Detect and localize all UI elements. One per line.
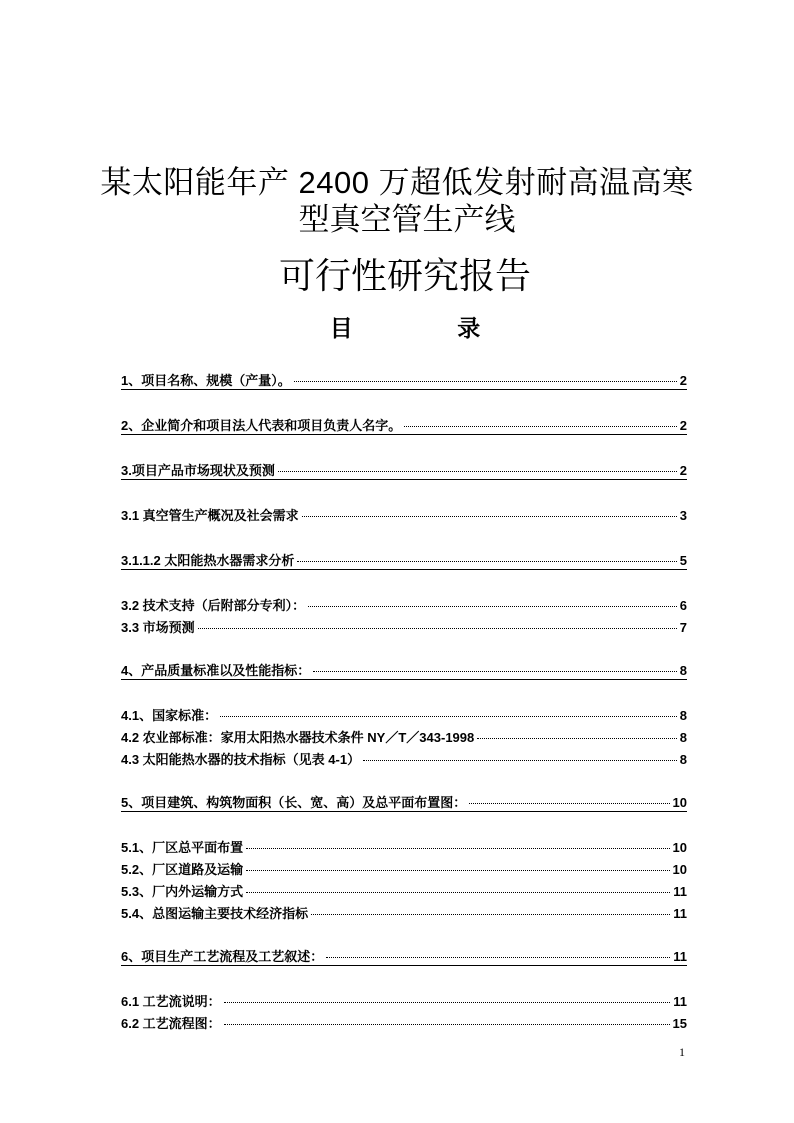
toc-entry-label: 3.3 市场预测 <box>121 620 195 635</box>
toc-entry-page: 10 <box>672 862 687 877</box>
toc-entry-label: 5.1、厂区总平面布置 <box>121 840 244 855</box>
toc-entry-label: 5.2、厂区道路及运输 <box>121 862 244 877</box>
toc-heading-right: 录 <box>457 315 481 341</box>
toc-entry-page: 8 <box>679 730 687 745</box>
toc-entry[interactable] <box>121 794 687 812</box>
toc-entry-label: 1、项目名称、规模（产量）。 <box>121 373 291 388</box>
toc-entry[interactable] <box>121 372 687 390</box>
toc-entry-page: 11 <box>673 949 687 964</box>
toc-heading <box>0 314 794 342</box>
toc-entry[interactable] <box>121 729 687 747</box>
toc-dot-leader <box>404 426 677 427</box>
toc-dot-leader <box>224 1024 670 1025</box>
toc-dot-leader <box>297 561 676 562</box>
toc-dot-leader <box>246 892 670 893</box>
toc-entry[interactable] <box>121 507 687 525</box>
toc-entry[interactable] <box>121 861 687 879</box>
toc-entry[interactable] <box>121 597 687 615</box>
toc-entry[interactable] <box>121 1015 687 1033</box>
toc-dot-leader <box>308 606 677 607</box>
toc-entry-label: 5、项目建筑、构筑物面积（长、宽、高）及总平面布置图： <box>121 795 467 810</box>
page-number: 1 <box>679 1045 685 1059</box>
report-title-line-2: 型真空管生产线 <box>298 202 516 237</box>
toc-entry-page: 11 <box>673 884 687 899</box>
toc-dot-leader <box>246 848 669 849</box>
toc-dot-leader <box>363 760 677 761</box>
toc-entry[interactable] <box>121 905 687 923</box>
toc-entry-label: 4.1、国家标准： <box>121 708 218 723</box>
report-title-line-3: 可行性研究报告 <box>278 255 531 296</box>
toc-entry-page: 10 <box>672 840 687 855</box>
toc-entry-label: 5.3、厂内外运输方式 <box>121 884 244 899</box>
toc-entry-label: 6.2 工艺流程图： <box>121 1016 221 1031</box>
toc-entry-label: 2、企业简介和项目法人代表和项目负责人名字。 <box>121 418 402 433</box>
toc-entry[interactable] <box>121 552 687 570</box>
toc-entry-page: 10 <box>672 795 687 810</box>
toc-entry-page: 11 <box>673 994 687 1009</box>
toc-entry-page: 7 <box>679 620 687 635</box>
toc-entry-page: 2 <box>679 463 687 478</box>
toc-entry-page: 2 <box>679 418 687 433</box>
report-title-line-1: 某太阳能年产 2400 万超低发射耐高温高寒 <box>100 165 694 200</box>
toc-entry-page: 8 <box>679 663 687 678</box>
toc-entry-label: 4.3 太阳能热水器的技术指标（见表 4-1） <box>121 752 361 767</box>
toc-dot-leader <box>311 914 670 915</box>
toc-entry-page: 8 <box>679 708 687 723</box>
toc-entry-page: 8 <box>679 752 687 767</box>
toc-entry-page: 15 <box>672 1016 687 1031</box>
toc-entry-page: 6 <box>679 598 687 613</box>
toc-dot-leader <box>278 471 677 472</box>
toc-entry-label: 3.2 技术支持（后附部分专利）： <box>121 598 306 613</box>
toc-dot-leader <box>313 671 677 672</box>
toc-dot-leader <box>220 716 677 717</box>
toc-dot-leader <box>294 381 677 382</box>
toc-entry[interactable] <box>121 948 687 966</box>
toc-entry-label: 6、项目生产工艺流程及工艺叙述： <box>121 949 324 964</box>
toc-dot-leader <box>302 516 677 517</box>
toc-entry-page: 3 <box>679 508 687 523</box>
toc-dot-leader <box>246 870 669 871</box>
toc-heading-left: 目 <box>329 315 353 341</box>
toc-entry-label: 6.1 工艺流说明： <box>121 994 221 1009</box>
toc-dot-leader <box>198 628 677 629</box>
toc-entry[interactable] <box>121 662 687 680</box>
toc-entry-label: 3.项目产品市场现状及预测 <box>121 463 275 478</box>
toc-entry[interactable] <box>121 417 687 435</box>
toc-entry-page: 5 <box>679 553 687 568</box>
toc-entry[interactable] <box>121 462 687 480</box>
toc-entry-label: 4.2 农业部标准：家用太阳热水器技术条件 NY／T／343-1998 <box>121 730 475 745</box>
toc-dot-leader <box>477 738 677 739</box>
toc-entry[interactable] <box>121 993 687 1011</box>
toc-entry-page: 2 <box>679 373 687 388</box>
toc-dot-leader <box>326 957 670 958</box>
toc-entry[interactable] <box>121 751 687 769</box>
toc-entry-label: 5.4、总图运输主要技术经济指标 <box>121 906 309 921</box>
toc-entry[interactable] <box>121 883 687 901</box>
toc-entry-page: 11 <box>673 906 687 921</box>
toc-dot-leader <box>469 803 669 804</box>
toc-entry-label: 3.1 真空管生产概况及社会需求 <box>121 508 299 523</box>
toc-entry-label: 4、产品质量标准以及性能指标： <box>121 663 311 678</box>
toc-entry[interactable] <box>121 839 687 857</box>
toc-dot-leader <box>224 1002 671 1003</box>
toc-entry[interactable] <box>121 619 687 637</box>
toc-entry[interactable] <box>121 707 687 725</box>
toc-entry-label: 3.1.1.2 太阳能热水器需求分析 <box>121 553 295 568</box>
